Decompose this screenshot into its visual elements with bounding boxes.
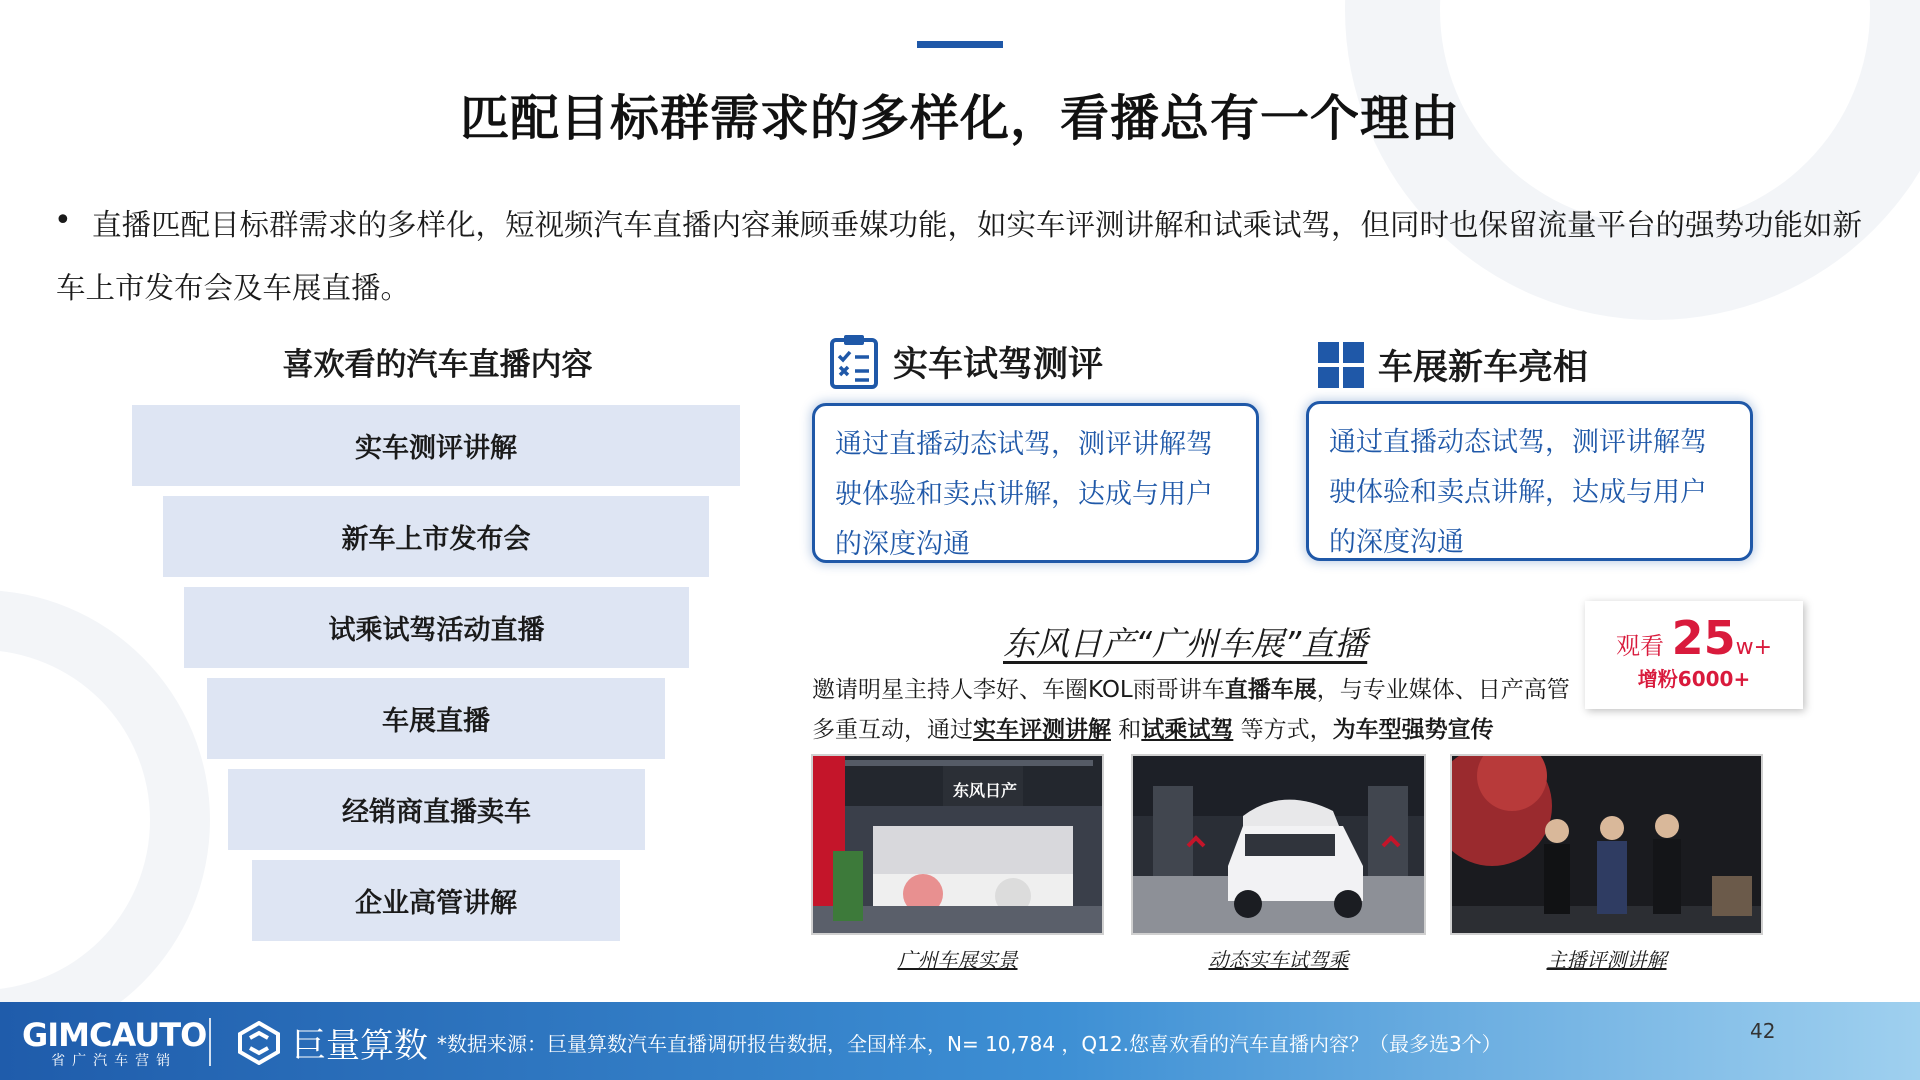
desc-text: ，与专业媒体、日产高管多重互动，通过 <box>812 677 1570 743</box>
partner-name: 巨量算数 <box>292 1026 428 1066</box>
stat-badge <box>1585 601 1803 709</box>
photo-caption: 动态实车试驾乘 <box>1208 948 1349 972</box>
funnel-title: 喜欢看的汽车直播内容 <box>282 347 593 383</box>
stat-followers: 增粉6000+ <box>1637 667 1751 691</box>
title-accent-bar <box>917 41 1003 48</box>
page-number: 42 <box>1750 1019 1776 1043</box>
funnel-bar: 经销商直播卖车 <box>228 769 645 850</box>
clipboard-checklist-icon <box>829 334 879 390</box>
case-description <box>812 670 1582 750</box>
grid-squares-icon <box>1318 342 1364 388</box>
bullet-marker: • <box>54 203 72 238</box>
section-card: 通过直播动态试驾，测评讲解驾驶体验和卖点讲解，达成与用户的深度沟通 <box>1306 401 1753 561</box>
funnel-bar: 车展直播 <box>207 678 665 759</box>
test-drive-car-image <box>1133 756 1426 935</box>
desc-emphasis: 为车型强势宣传 <box>1332 717 1494 743</box>
photo-test-drive <box>1131 754 1426 935</box>
stat-label: 观看 <box>1615 632 1664 660</box>
logo-sub-text: 省广汽车营销 <box>51 1053 178 1069</box>
desc-emphasis: 实车评测讲解 <box>973 717 1111 743</box>
section-heading-text: 实车试驾测评 <box>893 345 1104 385</box>
juliang-suanshu-logo <box>238 1018 428 1067</box>
section-heading-auto-show <box>1318 340 1588 390</box>
desc-text: 等方式， <box>1233 717 1333 743</box>
booth-sign: 东风日产 <box>953 781 1018 800</box>
auto-show-booth-image <box>813 756 1104 935</box>
gimcauto-logo <box>22 1016 206 1070</box>
funnel-bar: 试乘试驾活动直播 <box>184 587 689 668</box>
desc-emphasis: 直播车展 <box>1224 677 1317 703</box>
stat-value: 25 <box>1671 611 1736 665</box>
juliang-logo-icon <box>238 1021 280 1065</box>
section-card: 通过直播动态试驾，测评讲解驾驶体验和卖点讲解，达成与用户的深度沟通 <box>812 403 1259 563</box>
bullet-text: 直播匹配目标群需求的多样化，短视频汽车直播内容兼顾垂媒功能，如实车评测讲解和试乘试驾，但同时也保留流量平台的强势功能如新车上市发布会及车展直播。 <box>56 208 1863 305</box>
footer-bar <box>0 1002 1920 1080</box>
section-heading-test-drive <box>829 334 1103 390</box>
case-title: 东风日产“广州车展”直播 <box>1003 624 1368 663</box>
data-source-note: *数据来源：巨量算数汽车直播调研报告数据，全国样本，N= 10,784 ，Q12.您喜欢看的汽车直播内容？（最多选3个） <box>437 1032 1502 1056</box>
photo-host-review <box>1450 754 1763 935</box>
funnel-bar: 新车上市发布会 <box>163 496 709 577</box>
photo-caption: 广州车展实景 <box>897 948 1018 972</box>
stat-unit: w+ <box>1735 635 1773 660</box>
photo-auto-show-booth <box>811 754 1104 935</box>
desc-text: 邀请明星主持人李好、车圈KOL雨哥讲车 <box>812 677 1225 703</box>
desc-emphasis: 试乘试驾 <box>1141 717 1234 743</box>
hosts-on-stage-image <box>1452 756 1763 935</box>
section-heading-text: 车展新车亮相 <box>1378 348 1589 388</box>
footer-divider <box>209 1018 211 1066</box>
photo-caption: 主播评测讲解 <box>1546 948 1667 972</box>
page-title: 匹配目标群需求的多样化，看播总有一个理由 <box>459 90 1460 147</box>
logo-main-text: GIMCAUTO <box>22 1016 207 1054</box>
funnel-bar: 实车测评讲解 <box>132 405 740 486</box>
funnel-bar: 企业高管讲解 <box>252 860 620 941</box>
desc-text: 和 <box>1111 717 1142 743</box>
